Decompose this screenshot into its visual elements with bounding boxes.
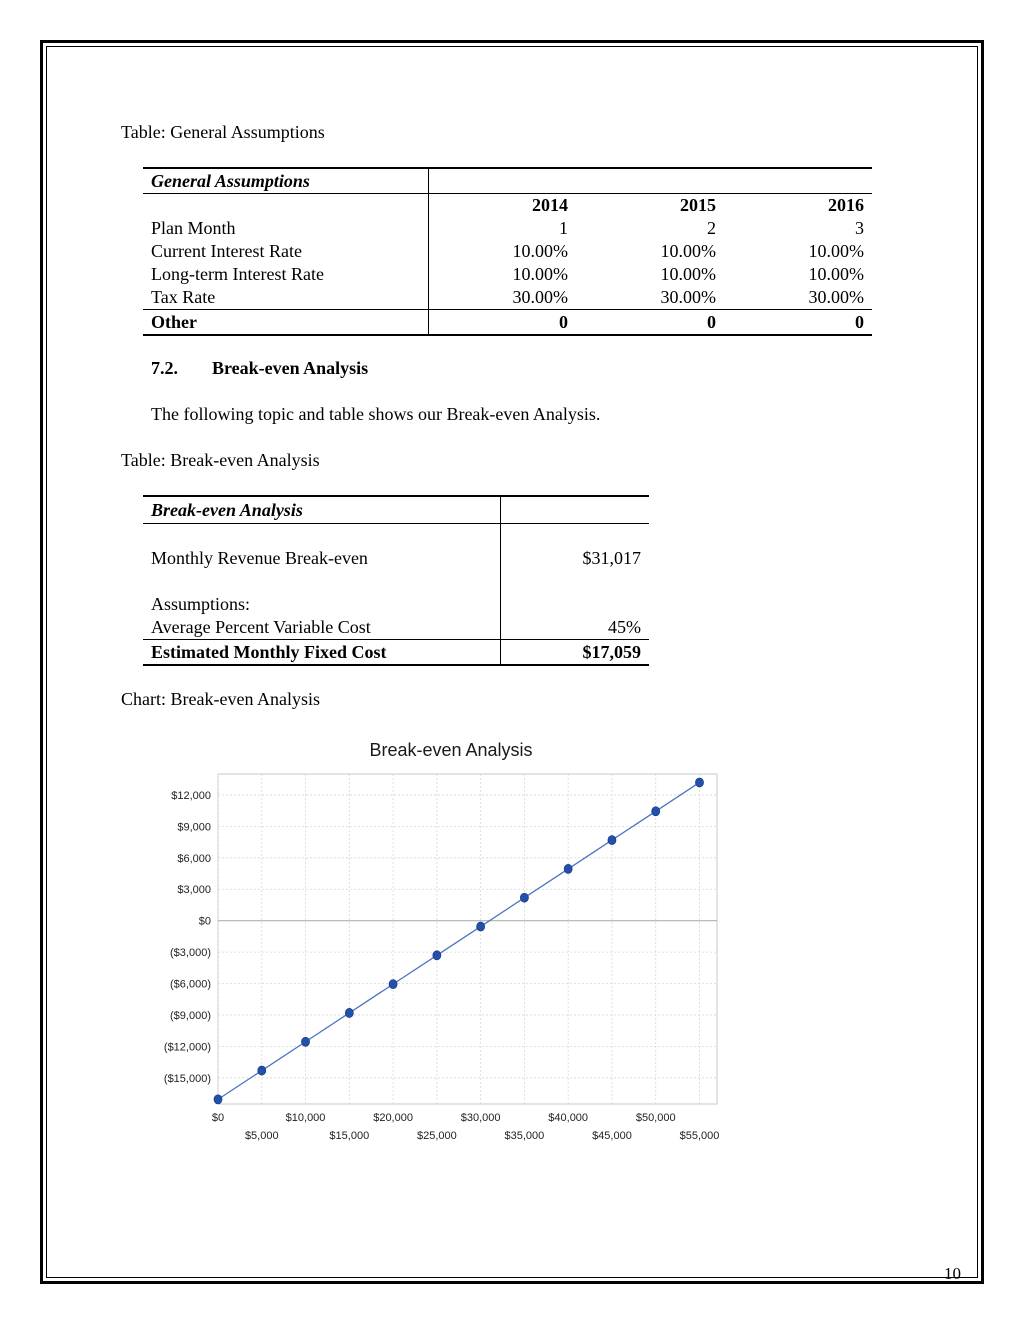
row-value: 30.00% — [428, 286, 576, 310]
row-value: 1 — [428, 217, 576, 240]
x-tick-label: $50,000 — [635, 1112, 676, 1124]
row-label: Other — [143, 310, 428, 336]
y-tick-label: $0 — [198, 915, 211, 928]
row-value: 10.00% — [428, 263, 576, 286]
y-tick-label: ($9,000) — [170, 1009, 211, 1022]
x-tick-label: $40,000 — [548, 1112, 589, 1124]
row-value: $31,017 — [500, 547, 649, 570]
row-label: Assumptions: — [151, 594, 251, 614]
y-tick-label: $6,000 — [177, 852, 211, 865]
x-tick-label: $20,000 — [373, 1112, 413, 1124]
chart-title: Break-even Analysis — [369, 740, 533, 760]
data-point — [345, 1008, 353, 1017]
row-value: 10.00% — [428, 240, 576, 263]
break-even-table — [143, 495, 649, 666]
row-label: Average Percent Variable Cost — [151, 617, 371, 637]
table-title: Break-even Analysis — [143, 496, 500, 524]
row-value: 0 — [428, 310, 576, 336]
year-cell: 2014 — [428, 194, 576, 218]
y-tick-label: ($3,000) — [170, 947, 211, 960]
table-row — [143, 217, 872, 240]
total-row — [143, 640, 649, 666]
data-point — [477, 922, 485, 931]
table-title: General Assumptions — [143, 168, 428, 194]
y-tick-label: ($12,000) — [163, 1041, 211, 1054]
row-label: Tax Rate — [151, 287, 216, 307]
table-row — [143, 547, 649, 570]
data-point — [652, 807, 660, 816]
plot-area — [218, 774, 717, 1104]
table-row — [143, 593, 649, 616]
y-axis-ticks — [164, 790, 211, 1085]
y-tick-label: $3,000 — [177, 884, 211, 897]
table-header-row — [143, 496, 649, 524]
data-point — [258, 1066, 266, 1075]
table-header-row — [143, 168, 872, 194]
data-point — [608, 836, 616, 845]
page-number: 10 — [944, 1264, 961, 1283]
row-value: $17,059 — [500, 640, 649, 666]
x-axis-ticks — [212, 1112, 719, 1142]
row-value: 0 — [724, 310, 872, 336]
table-row — [143, 286, 872, 310]
caption-break-even-table: Table: Break-even Analysis — [121, 450, 320, 470]
row-value: 0 — [576, 310, 724, 336]
x-tick-label: $15,000 — [329, 1130, 370, 1142]
row-label: Estimated Monthly Fixed Cost — [143, 640, 500, 666]
caption-break-even-chart: Chart: Break-even Analysis — [121, 689, 320, 709]
year-cell: 2015 — [680, 195, 716, 215]
x-tick-label: $30,000 — [460, 1112, 501, 1124]
data-point — [389, 980, 397, 989]
data-point — [433, 951, 441, 960]
table-row — [143, 240, 872, 263]
x-tick-label: $25,000 — [416, 1130, 457, 1142]
caption-general-assumptions: Table: General Assumptions — [121, 122, 325, 142]
x-tick-label: $35,000 — [504, 1130, 545, 1142]
data-point — [564, 864, 572, 873]
x-tick-label: $5,000 — [244, 1130, 279, 1142]
general-assumptions-table — [143, 167, 872, 336]
x-tick-label: $45,000 — [592, 1130, 632, 1142]
data-point — [695, 778, 703, 787]
row-label: Long-term Interest Rate — [151, 264, 324, 284]
row-value: 30.00% — [660, 287, 716, 307]
row-value: 10.00% — [808, 241, 864, 261]
break-even-chart — [150, 728, 750, 1158]
x-tick-label: $55,000 — [679, 1130, 720, 1142]
row-value: 2 — [707, 218, 716, 238]
section-title: Break-even Analysis — [212, 358, 369, 378]
section-number: 7.2. — [151, 358, 178, 378]
row-label: Monthly Revenue Break-even — [151, 548, 368, 568]
row-value: 10.00% — [660, 264, 716, 284]
row-value: 30.00% — [808, 287, 864, 307]
intro-paragraph: The following topic and table shows our Break-even Analysis. — [151, 404, 601, 424]
data-point — [214, 1095, 222, 1104]
row-label: Plan Month — [151, 218, 236, 238]
x-tick-label: $0 — [211, 1112, 225, 1124]
x-tick-label: $10,000 — [285, 1112, 326, 1124]
table-row — [143, 263, 872, 286]
row-label: Current Interest Rate — [151, 241, 302, 261]
year-cell: 2016 — [828, 195, 864, 215]
data-point — [520, 893, 528, 902]
data-point — [302, 1037, 310, 1046]
y-tick-label: $12,000 — [171, 789, 211, 802]
table-row — [143, 616, 649, 640]
y-tick-label: ($15,000) — [163, 1072, 211, 1085]
row-value: 45% — [500, 616, 649, 640]
y-tick-label: $9,000 — [177, 821, 211, 834]
y-tick-label: ($6,000) — [170, 978, 211, 991]
row-value: 10.00% — [808, 264, 864, 284]
row-value: 3 — [855, 218, 864, 238]
other-row — [143, 310, 872, 336]
row-value: 10.00% — [660, 241, 716, 261]
year-row — [143, 194, 872, 218]
